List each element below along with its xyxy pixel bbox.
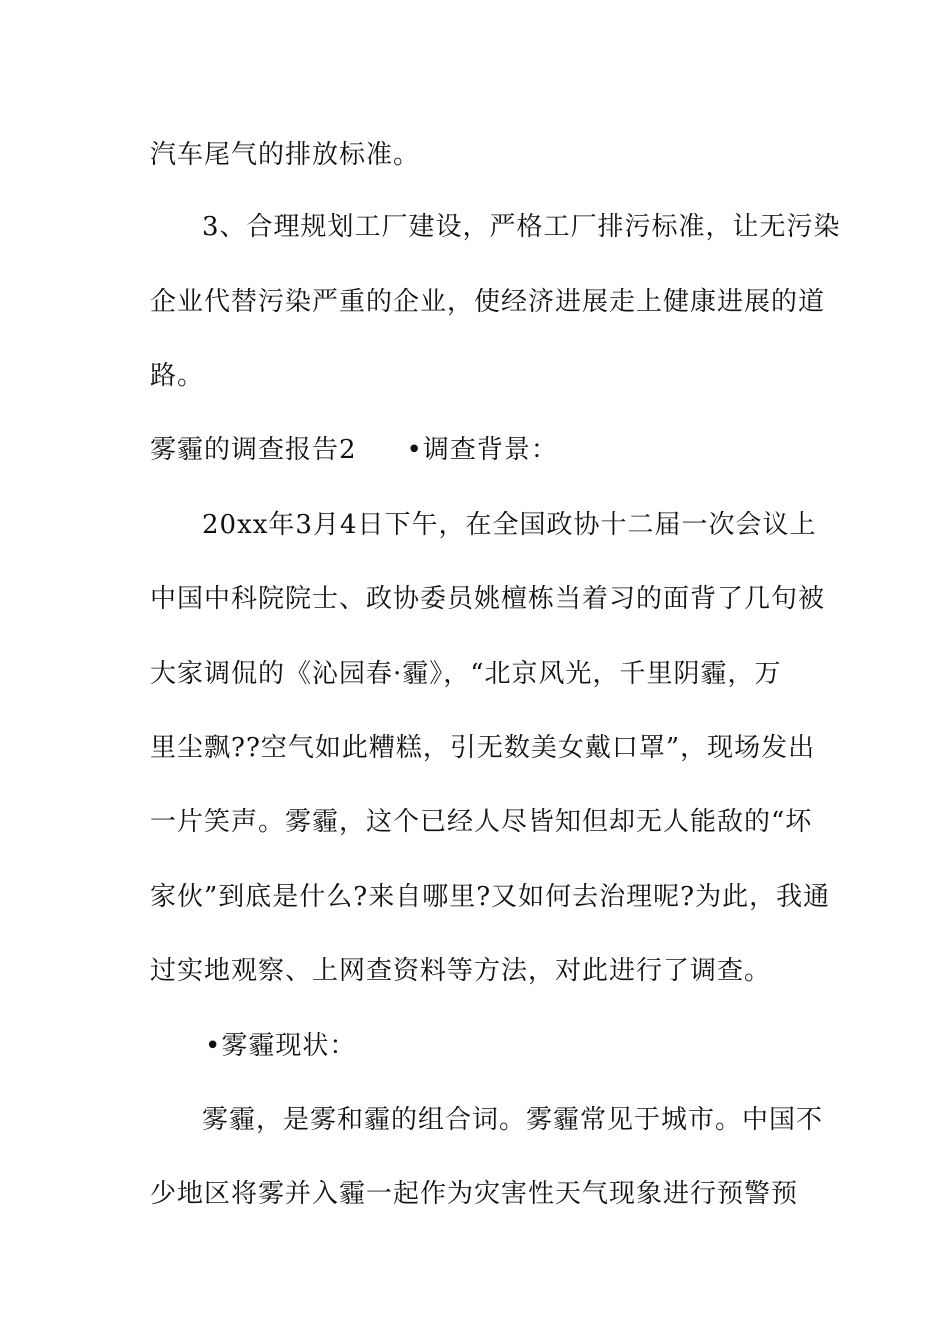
paragraph-line: 家伙”到底是什么?来自哪里?又如何去治理呢?为此，我通 — [150, 882, 831, 912]
paragraph-line: 企业代替污染严重的企业，使经济进展走上健康进展的道 — [150, 287, 826, 317]
paragraph-line: 一片笑声。雾霾，这个已经人尽皆知但却无人能敌的“坏 — [150, 807, 813, 837]
subsection-heading: •调查背景： — [406, 435, 558, 465]
paragraph-line: 过实地观察、上网查资料等方法，对此进行了调查。 — [150, 956, 772, 986]
paragraph-line: 汽车尾气的排放标准。 — [150, 140, 421, 170]
paragraph-line: 路。 — [150, 361, 205, 391]
paragraph-line: 中国中科院院士、政协委员姚檀栋当着习的面背了几句被 — [150, 584, 826, 614]
subsection-heading: •雾霾现状： — [205, 1031, 357, 1061]
section-title: 雾霾的调查报告2 — [150, 435, 357, 465]
paragraph-line: 雾霾，是雾和霾的组合词。雾霾常见于城市。中国不 — [202, 1105, 824, 1135]
paragraph-line: 大家调侃的《沁园春·霾》，“北京风光，千里阴霾，万 — [150, 659, 782, 689]
paragraph-line: 少地区将雾并入霾一起作为灾害性天气现象进行预警预 — [150, 1179, 799, 1209]
paragraph-line: 20xx年3月4日下午，在全国政协十二届一次会议上 — [202, 510, 817, 540]
paragraph-line: 3、合理规划工厂建设，严格工厂排污标准，让无污染 — [202, 212, 841, 242]
section-heading-row — [150, 433, 558, 467]
paragraph-line: 里尘飘??空气如此糟糕，引无数美女戴口罩”，现场发出 — [150, 733, 816, 763]
